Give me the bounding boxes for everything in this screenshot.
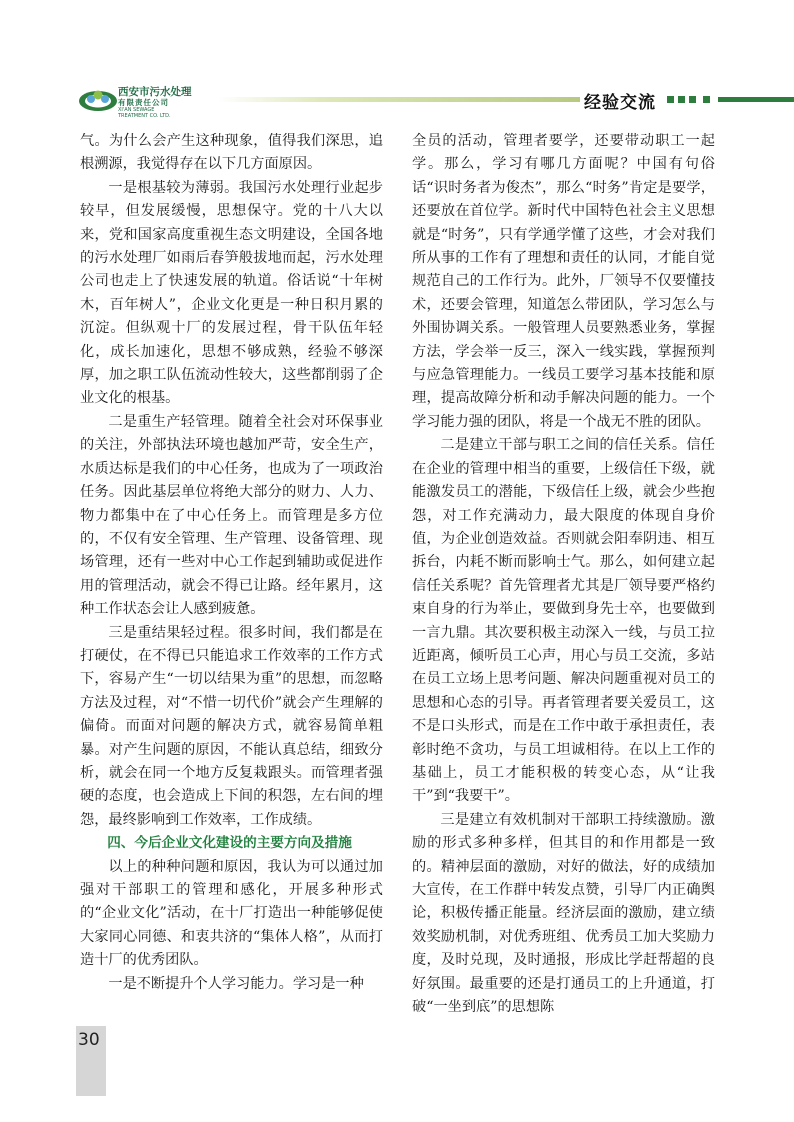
header-tail-bar	[718, 97, 794, 102]
header-square-4	[703, 96, 710, 103]
paragraph: 二是建立干部与职工之间的信任关系。信任在企业的管理中相当的重要，上级信任下级，就能激发员工的潜能，下级信任上级，就会少些抱怨，对工作充满动力，最大限度的体现自身价值，为企业创造效益。否则就会阳奉阴违、相互拆台，内耗不断而影响士气。那么，如何建立起信任关系呢？首先管理者尤其是厂领导要严格约束自身的行为举止，要做到身先士卒，也要做到一言九鼎。其次要积极主动深入一线，与员工拉近距离，倾听员工心声，用心与员工交流，多站在员工立场上思考问题、解决问题重视对员工的思想和心态的引导。再者管理者要关爱员工，这不是口头形式，而是在工作中敢于承担责任，表彰时绝不贪功，与员工坦诚相待。在以上工作的基础上，员工才能积极的转变心态，从“让我干”到“我要干”。	[412, 437, 715, 805]
paragraph: 气。为什么会产生这种现象，值得我们深思，追根溯源，我觉得存在以下几方面原因。	[80, 133, 383, 173]
company-logo-icon	[78, 86, 118, 112]
paragraph: 一是根基较为薄弱。我国污水处理行业起步较早，但发展缓慢，思想保守。党的十八大以来，党和国家高度重视生态文明建设，全国各地的污水处理厂如雨后春笋般拔地而起，污水处理公司也走上了快速发展的轨道。俗话说“十年树木，百年树人”，企业文化更是一种日积月累的沉淀。但纵观十厂的发展过程，骨干队伍年轻化，成长加速化，思想不够成熟，经验不够深厚，加之职工队伍流动性较大，这些都削弱了企业文化的根基。	[80, 179, 383, 407]
paragraph: 二是重生产轻管理。随着全社会对环保事业的关注，外部执法环境也越加严苛，安全生产，水质达标是我们的中心任务，也成为了一项政治任务。因此基层单位将绝大部分的财力、人力、物力都集中在了中心任务上。而管理是多方位的，不仅有安全管理、生产管理、设备管理、现场管理，还有一些对中心工作起到辅助或促进作用的管理活动，就会不得已让路。经年累月，这种工作状态会让人感到疲惫。	[80, 413, 383, 618]
company-name-cn-line1: 西安市污水处理	[118, 86, 192, 98]
company-name-cn-line2: 有限责任公司	[118, 98, 169, 107]
header-square-2	[678, 96, 685, 103]
header-square-3	[689, 96, 696, 103]
right-column	[412, 130, 715, 1019]
company-name-en-line2: TREATMENT CO. LTD.	[118, 113, 171, 119]
company-name	[118, 86, 218, 119]
section-heading: 四、今后企业文化建设的主要方向及措施	[107, 835, 352, 852]
paragraph: 三是重结果轻过程。很多时间，我们都是在打硬仗，在不得已只能追求工作效率的工作方式下，容易产生“一切以结果为重”的思想，而忽略方法及过程，对“不惜一切代价”就会产生理解的偏倚。而面对问题的解决方式，就容易简单粗暴。对产生问题的原因，不能认真总结，细致分析，就会在同一个地方反复栽跟头。而管理者强硬的态度，也会造成上下间的积怨，左右间的埋怨，最终影响到工作效率，工作成绩。	[80, 624, 383, 828]
paragraph: 三是建立有效机制对干部职工持续激励。激励的形式多种多样，但其目的和作用都是一致的。精神层面的激励，对好的做法，好的成绩加大宣传，在工作群中转发点赞，引导厂内正确舆论，积极传播正能量。经济层面的激励，建立绩效奖励机制，对优秀班组、优秀员工加大奖励力度，及时兑现，及时通报，形成比学赶帮超的良好氛围。最重要的还是打通员工的上升通道，打破“一坐到底”的思想陈	[412, 811, 715, 1016]
section-title: 经验交流	[584, 93, 656, 113]
page-number: 30	[78, 1030, 100, 1050]
paragraph: 以上的种种问题和原因，我认为可以通过加强对干部职工的管理和感化，开展多种形式的“企业文化”活动，在十厂打造出一种能够促使大家同心同德、和衷共济的“集体人格”，从而打造十厂的优秀团队。	[80, 858, 383, 969]
company-name-en-line1: XI'AN SEWAGE	[118, 107, 155, 113]
left-column	[80, 130, 383, 996]
header-square-1	[667, 96, 674, 103]
paragraph: 一是不断提升个人学习能力。学习是一种	[108, 975, 364, 992]
header-gradient-bar	[218, 97, 580, 102]
paragraph: 全员的活动，管理者要学，还要带动职工一起学。那么，学习有哪几方面呢？中国有句俗话“识时务者为俊杰”，那么“时务”肯定是要学，还要放在首位学。新时代中国特色社会主义思想就是“时务”，只有学通学懂了这些，才会对我们所从事的工作有了理想和责任的认同，才能自觉规范自己的工作行为。此外，厂领导不仅要懂技术，还要会管理，知道怎么带团队，学习怎么与外围协调关系。一般管理人员要熟悉业务，掌握方法，学会举一反三，深入一线实践，掌握预判与应急管理能力。一线员工要学习基本技能和原理，提高故障分析和动手解决问题的能力。一个学习能力强的团队，将是一个战无不胜的团队。	[412, 133, 715, 430]
